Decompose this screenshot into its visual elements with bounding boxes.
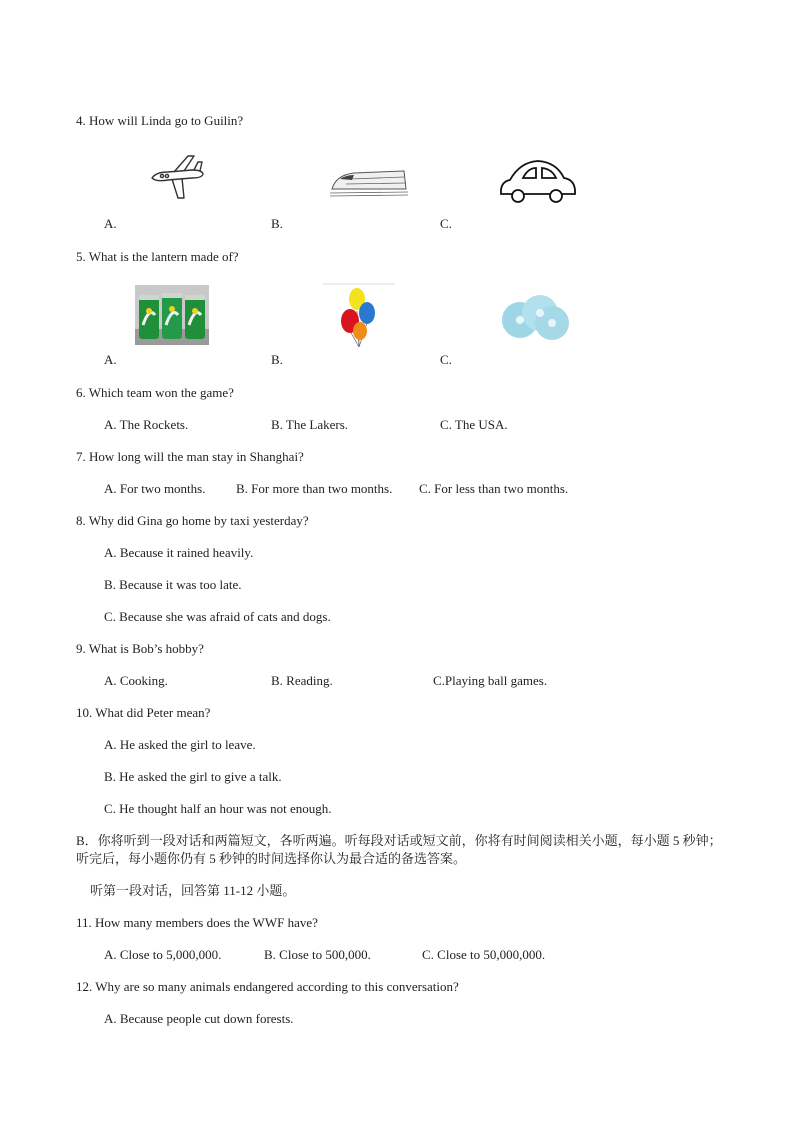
q7-option-b: B. For more than two months. <box>236 481 393 496</box>
q5-option-b: B. <box>271 352 283 367</box>
q5-option-c: C. <box>440 352 452 367</box>
question-10: 10. What did Peter mean? <box>76 705 211 720</box>
q9-option-c: C.Playing ball games. <box>433 673 548 688</box>
q11-option-b: B. Close to 500,000. <box>264 947 371 962</box>
car-image <box>498 156 578 206</box>
q7-option-c: C. For less than two months. <box>419 481 569 496</box>
question-11: 11. How many members does the WWF have? <box>76 915 318 930</box>
balloons-photo <box>323 283 395 349</box>
airplane-image <box>148 152 206 204</box>
question-12: 12. Why are so many animals endangered according to this conversation? <box>76 979 459 994</box>
q11-option-a: A. Close to 5,000,000. <box>104 947 222 962</box>
q10-option-a: A. He asked the girl to leave. <box>104 737 256 752</box>
q8-option-a: A. Because it rained heavily. <box>104 545 254 560</box>
section-b-instructions: B．你将听到一段对话和两篇短文，各听两遍。听每段对话或短文前，你将有时间阅读相关小题，每小题 5 秒钟；听完后，每小题你仍有 5 秒钟的时间选择你认为最合适的备选答案。 <box>76 833 722 866</box>
q6-option-c: C. The USA. <box>440 417 508 432</box>
question-4: 4. How will Linda go to Guilin? <box>76 113 244 128</box>
q10-option-b: B. He asked the girl to give a talk. <box>104 769 282 784</box>
q10-option-c: C. He thought half an hour was not enough. <box>104 801 332 816</box>
q4-option-b: B. <box>271 216 283 231</box>
question-7: 7. How long will the man stay in Shanghai? <box>76 449 304 464</box>
q12-option-a: A. Because people cut down forests. <box>104 1011 294 1026</box>
question-9: 9. What is Bob’s hobby? <box>76 641 204 656</box>
q6-option-b: B. The Lakers. <box>271 417 349 432</box>
question-6: 6. Which team won the game? <box>76 385 234 400</box>
q11-option-c: C. Close to 50,000,000. <box>422 947 546 962</box>
q4-option-c: C. <box>440 216 452 231</box>
q8-option-b: B. Because it was too late. <box>104 577 242 592</box>
q6-option-a: A. The Rockets. <box>104 417 189 432</box>
q7-option-a: A. For two months. <box>104 481 206 496</box>
cans-photo <box>135 285 209 345</box>
question-5: 5. What is the lantern made of? <box>76 249 239 264</box>
q5-option-a: A. <box>104 352 117 367</box>
q9-option-b: B. Reading. <box>271 673 333 688</box>
q4-option-a: A. <box>104 216 117 231</box>
section-b-subheading: 听第一段对话，回答第 11-12 小题。 <box>90 883 296 898</box>
cds-photo <box>500 293 572 343</box>
high-speed-train-image <box>330 165 408 199</box>
q8-option-c: C. Because she was afraid of cats and dogs. <box>104 609 331 624</box>
question-8: 8. Why did Gina go home by taxi yesterday? <box>76 513 309 528</box>
q9-option-a: A. Cooking. <box>104 673 168 688</box>
